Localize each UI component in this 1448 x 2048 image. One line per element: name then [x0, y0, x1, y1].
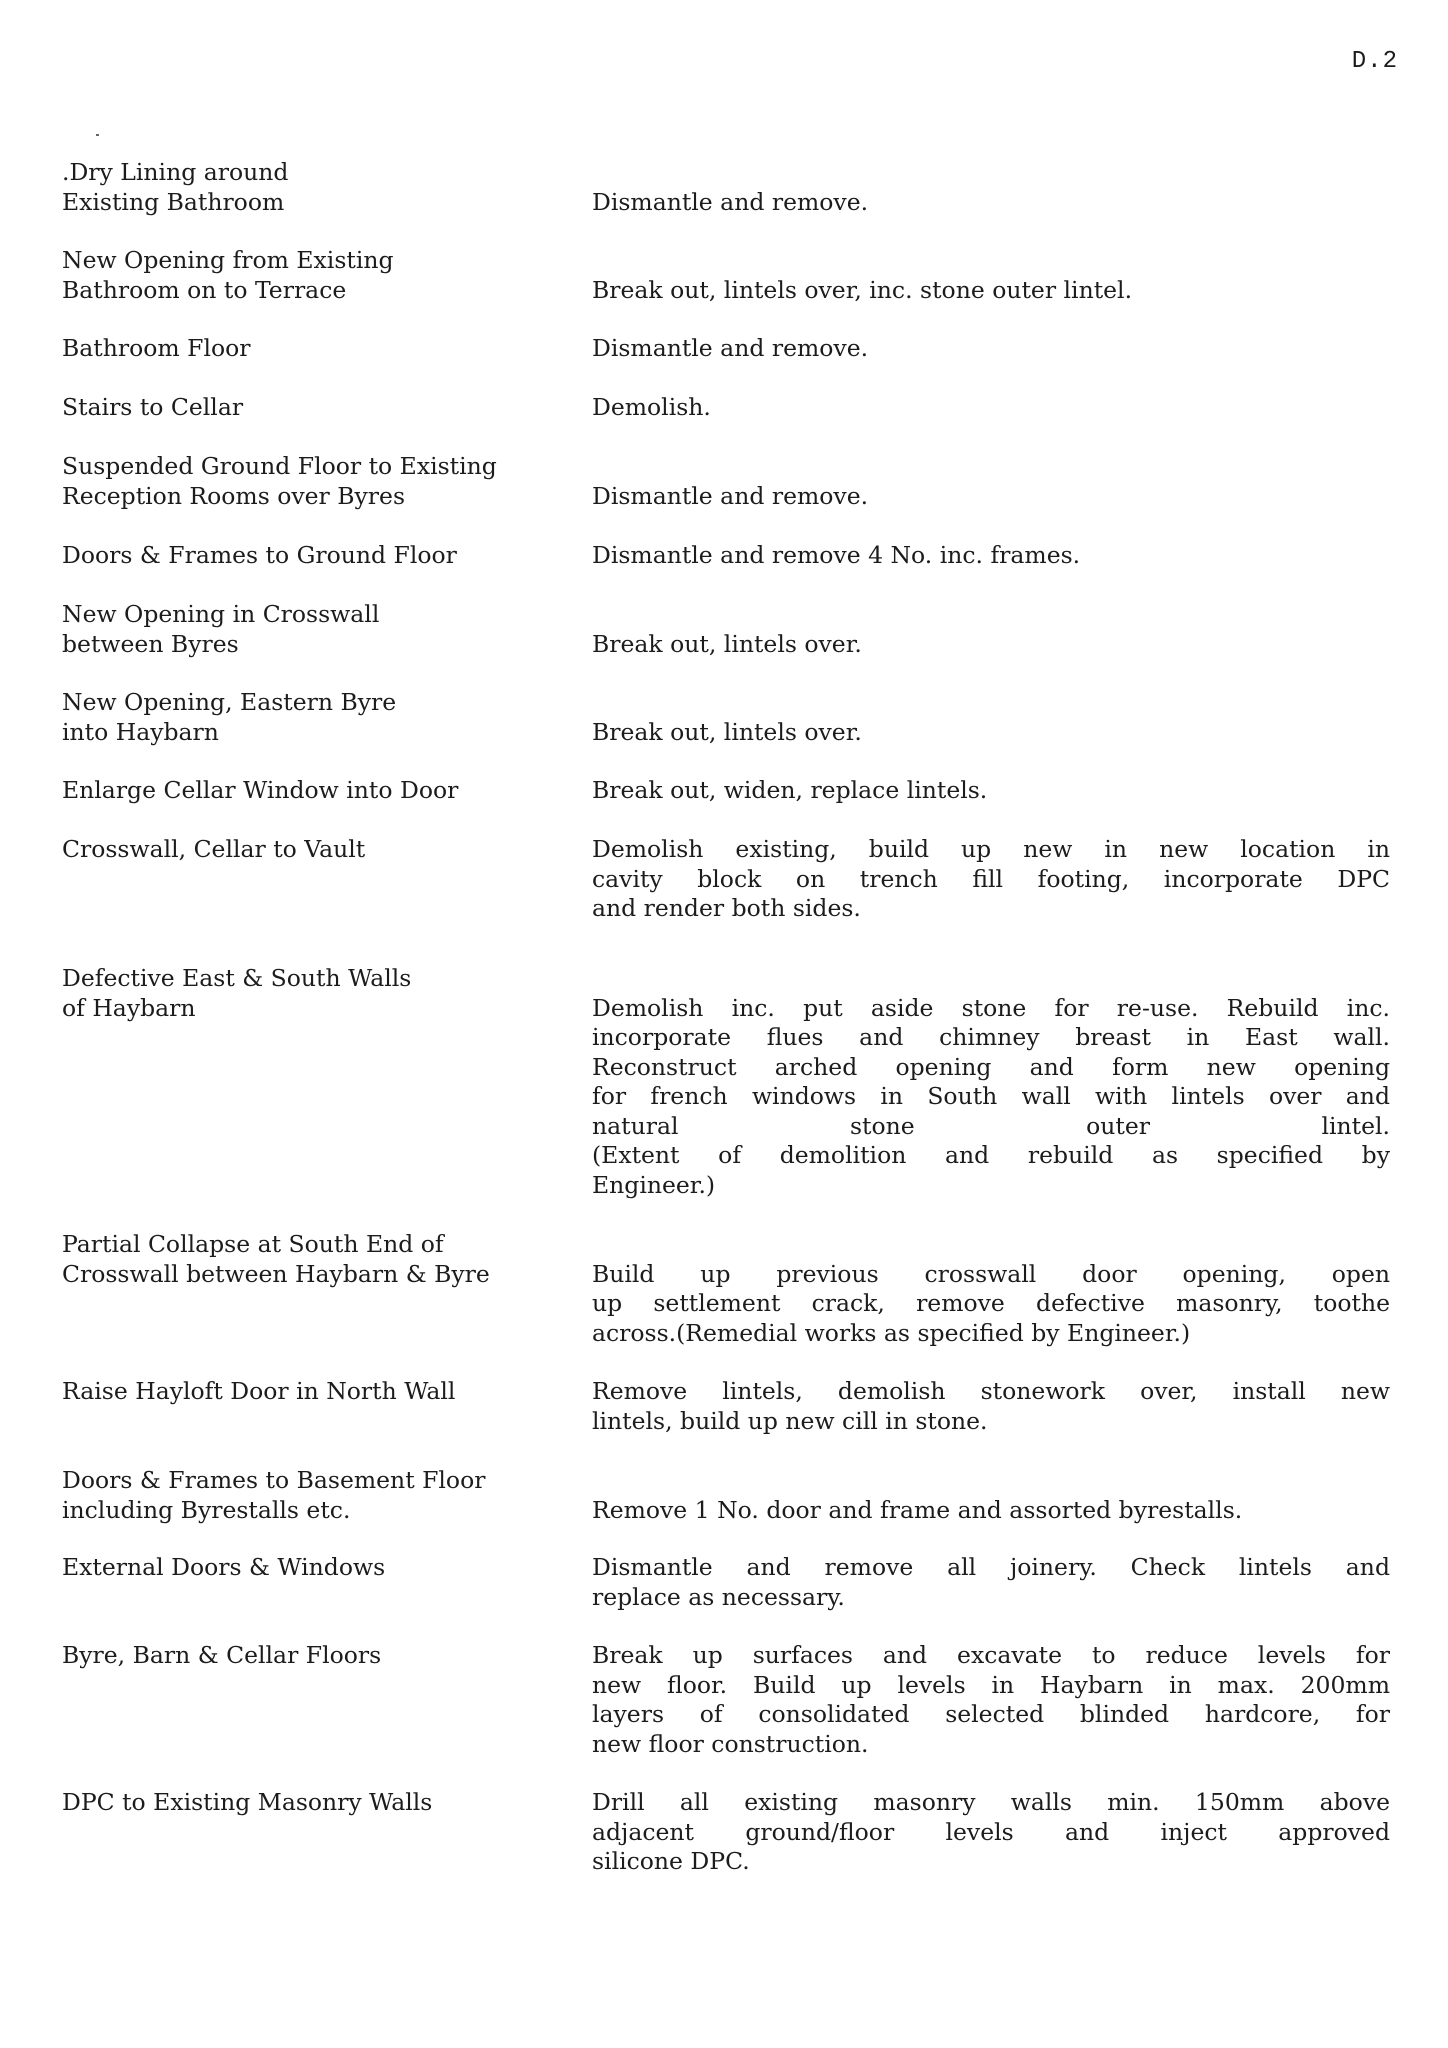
description-line: Break out, lintels over.: [592, 717, 862, 746]
work-description: [592, 835, 1390, 924]
work-description: [592, 718, 1390, 748]
item-title: Stairs to Cellar: [62, 393, 244, 421]
work-description: [592, 1260, 1390, 1349]
item-title: DPC to Existing Masonry Walls: [62, 1788, 433, 1816]
description-line: Dismantle and remove.: [592, 334, 869, 362]
work-description: [592, 393, 1390, 423]
description-line: Remove lintels, demolish stonework over, install new: [592, 1377, 1390, 1405]
description-line: Break out, lintels over.: [592, 629, 862, 658]
description-line: cavity block on trench fill footing, incorporate DPC: [592, 864, 1390, 893]
description-line: layers of consolidated selected blinded hardcore, for: [592, 1700, 1390, 1728]
description-line: new floor. Build up levels in Haybarn in max. 200mm: [592, 1670, 1390, 1699]
description-line: lintels, build up new cill in stone.: [592, 1406, 988, 1435]
item-title: Doors & Frames to Basement Floor including Byrestalls etc.: [62, 1466, 486, 1524]
description-line: Demolish inc. put aside stone for re-use. Rebuild inc.: [592, 993, 1390, 1022]
work-description: [592, 1553, 1390, 1612]
item-title: Suspended Ground Floor to Existing Reception Rooms over Byres: [62, 452, 497, 510]
item-title: .Dry Lining around Existing Bathroom: [62, 158, 289, 216]
work-description: [592, 276, 1390, 306]
work-description: [592, 334, 1390, 364]
description-line: Break out, lintels over, inc. stone outer lintel.: [592, 275, 1133, 304]
description-line: Break up surfaces and excavate to reduce levels for: [592, 1641, 1390, 1669]
item-title: Bathroom Floor: [62, 334, 251, 362]
work-description: [592, 1496, 1390, 1526]
description-line: adjacent ground/floor levels and inject approved: [592, 1817, 1390, 1846]
item-title: Doors & Frames to Ground Floor: [62, 541, 457, 569]
description-line: across.(Remedial works as specified by Engineer.): [592, 1318, 1191, 1347]
page-number: D.2: [1351, 48, 1398, 75]
description-line: Dismantle and remove.: [592, 187, 869, 216]
description-line: Drill all existing masonry walls min. 150mm above: [592, 1788, 1390, 1816]
work-description: [592, 188, 1390, 218]
description-line: for french windows in South wall with lintels over and: [592, 1082, 1390, 1110]
description-line: new floor construction.: [592, 1729, 869, 1758]
description-line: Dismantle and remove 4 No. inc. frames.: [592, 541, 1081, 569]
description-line: (Extent of demolition and rebuild as specified by: [592, 1141, 1390, 1169]
description-line: up settlement crack, remove defective masonry, toothe: [592, 1289, 1390, 1317]
item-title: Raise Hayloft Door in North Wall: [62, 1377, 456, 1405]
item-title: Enlarge Cellar Window into Door: [62, 776, 459, 804]
item-title: Crosswall, Cellar to Vault: [62, 835, 366, 863]
description-line: Build up previous crosswall door opening, open: [592, 1259, 1390, 1288]
description-line: replace as necessary.: [592, 1582, 845, 1611]
item-title: New Opening in Crosswall between Byres: [62, 600, 380, 658]
description-line: Reconstruct arched opening and form new opening: [592, 1052, 1390, 1081]
work-description: [592, 482, 1390, 512]
description-line: natural stone outer lintel.: [592, 1111, 1390, 1140]
description-line: Demolish.: [592, 393, 711, 421]
description-line: Remove 1 No. door and frame and assorted byrestalls.: [592, 1495, 1243, 1524]
description-line: Dismantle and remove all joinery. Check lintels and: [592, 1553, 1390, 1581]
work-description: [592, 1641, 1390, 1759]
work-description: [592, 994, 1390, 1201]
description-line: incorporate flues and chimney breast in East wall.: [592, 1023, 1390, 1051]
item-title: New Opening, Eastern Byre into Haybarn: [62, 688, 397, 746]
work-description: [592, 776, 1390, 806]
work-description: [592, 1788, 1390, 1877]
description-line: Break out, widen, replace lintels.: [592, 776, 988, 804]
description-line: Dismantle and remove.: [592, 481, 869, 510]
work-description: [592, 1377, 1390, 1436]
item-title: External Doors & Windows: [62, 1553, 386, 1581]
item-title: New Opening from Existing Bathroom on to Terrace: [62, 246, 394, 304]
item-title: Partial Collapse at South End of Crosswall between Haybarn & Byre: [62, 1230, 490, 1288]
description-line: silicone DPC.: [592, 1847, 750, 1875]
description-line: Demolish existing, build up new in new location in: [592, 835, 1390, 863]
description-line: and render both sides.: [592, 894, 861, 922]
description-line: Engineer.): [592, 1170, 716, 1199]
work-description: [592, 541, 1390, 571]
work-description: [592, 630, 1390, 660]
item-title: Defective East & South Walls of Haybarn: [62, 964, 412, 1022]
item-title: Byre, Barn & Cellar Floors: [62, 1641, 382, 1669]
